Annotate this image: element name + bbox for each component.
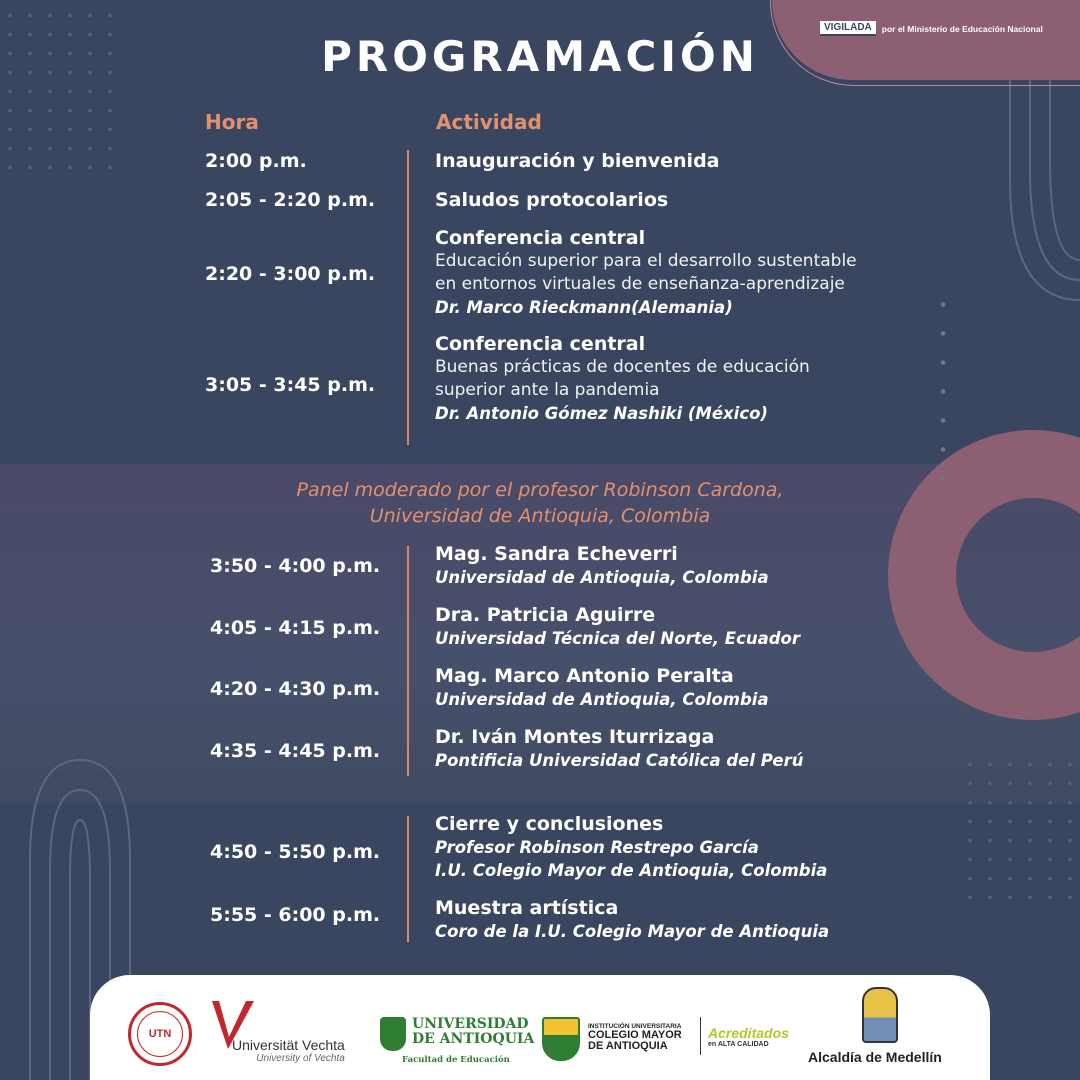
activity-title: Saludos protocolarios — [435, 189, 669, 211]
activity-title: Muestra artística — [435, 897, 619, 919]
acreditados-line1: Acreditados — [708, 1025, 789, 1041]
activity-title: Inauguración y bienvenida — [435, 150, 720, 172]
speaker-institution: Universidad de Antioquia, Colombia — [435, 690, 769, 709]
utn-label: UTN — [148, 1028, 172, 1040]
schedule-activity — [435, 150, 720, 173]
schedule-time: 5:55 - 6:00 p.m. — [210, 904, 381, 926]
schedule-time: 3:50 - 4:00 p.m. — [210, 555, 381, 577]
vigilada-text: por el Ministerio de Educación Nacional — [881, 23, 1043, 34]
schedule-activity — [435, 897, 829, 943]
acreditados-line2: en ALTA CALIDAD — [708, 1041, 769, 1048]
speaker-institution: Universidad de Antioquia, Colombia — [435, 568, 769, 587]
activity-speaker: Coro de la I.U. Colegio Mayor de Antioquia — [435, 922, 830, 941]
cma-line3: DE ANTIOQUIA — [588, 1040, 668, 1052]
schedule-activity — [435, 227, 857, 319]
speaker-name: Mag. Marco Antonio Peralta — [435, 665, 734, 687]
panel-title-line: Universidad de Antioquia, Colombia — [369, 505, 711, 527]
medellin-crest-icon — [862, 987, 898, 1043]
colegio-mayor-logo — [588, 1023, 682, 1052]
speaker-name: Dr. Iván Montes Iturrizaga — [435, 726, 715, 748]
divider-line — [407, 816, 409, 942]
utn-seal-icon — [128, 1002, 192, 1066]
schedule-activity — [435, 333, 810, 425]
logos-bar — [90, 975, 990, 1080]
acreditados-logo — [708, 1025, 789, 1048]
activity-title: Cierre y conclusiones — [435, 813, 664, 835]
activity-description: Educación superior para el desarrollo sustentable — [435, 251, 857, 271]
speaker-institution: Universidad Técnica del Norte, Ecuador — [435, 629, 801, 648]
schedule-time: 2:00 p.m. — [205, 150, 307, 172]
activity-speaker: Dr. Marco Rieckmann(Alemania) — [435, 298, 733, 317]
schedule-time: 3:05 - 3:45 p.m. — [205, 374, 376, 396]
divider-line — [407, 150, 409, 445]
udea-crest-icon — [380, 1017, 406, 1051]
panel-speaker — [435, 604, 800, 650]
speaker-name: Mag. Sandra Echeverri — [435, 543, 678, 565]
page-title: PROGRAMACIÓN — [321, 32, 759, 81]
schedule-activity — [435, 189, 668, 212]
panel-speaker — [435, 726, 803, 772]
schedule-time: 2:05 - 2:20 p.m. — [205, 189, 376, 211]
udea-subtitle: Facultad de Educación — [402, 1055, 510, 1065]
activity-title: Conferencia central — [435, 333, 646, 355]
udea-line2: DE ANTIOQUIA — [412, 1031, 535, 1047]
column-header-activity: Actividad — [436, 110, 542, 134]
activity-speaker: Dr. Antonio Gómez Nashiki (México) — [435, 404, 768, 423]
cma-line2: COLEGIO MAYOR — [588, 1029, 682, 1041]
medellin-label: Alcaldía de Medellín — [808, 1049, 942, 1065]
panel-speaker — [435, 543, 769, 589]
vechta-logo — [232, 1037, 345, 1064]
udea-line1: UNIVERSIDAD — [412, 1016, 529, 1032]
speaker-institution: Pontificia Universidad Católica del Perú — [435, 751, 804, 770]
schedule-time: 4:50 - 5:50 p.m. — [210, 841, 381, 863]
schedule-time: 4:35 - 4:45 p.m. — [210, 740, 381, 762]
vigilada-tag: VIGILADA — [820, 21, 876, 36]
activity-description: superior ante la pandemia — [435, 380, 660, 400]
colegio-mayor-shield-icon — [542, 1017, 580, 1061]
schedule-time: 4:20 - 4:30 p.m. — [210, 678, 381, 700]
schedule-time: 4:05 - 4:15 p.m. — [210, 617, 381, 639]
divider-line — [407, 546, 409, 776]
decorative-dots — [928, 290, 968, 480]
activity-description: Buenas prácticas de docentes de educación — [435, 357, 810, 377]
column-header-time: Hora — [205, 110, 259, 134]
panel-title — [0, 477, 1080, 529]
speaker-name: Dra. Patricia Aguirre — [435, 604, 656, 626]
vechta-subtitle: University of Vechta — [256, 1053, 345, 1064]
activity-speaker: Profesor Robinson Restrepo García — [435, 838, 759, 857]
udea-logo — [412, 1017, 534, 1047]
cma-line1: INSTITUCIÓN UNIVERSITARIA — [588, 1023, 682, 1030]
logo-divider — [700, 1017, 701, 1055]
vechta-name: Universität Vechta — [232, 1037, 345, 1053]
schedule-activity — [435, 813, 827, 882]
activity-description: en entornos virtuales de enseñanza-aprendizaje — [435, 274, 845, 294]
activity-speaker: I.U. Colegio Mayor de Antioquia, Colombia — [435, 861, 828, 880]
schedule-time: 2:20 - 3:00 p.m. — [205, 263, 376, 285]
activity-title: Conferencia central — [435, 227, 646, 249]
panel-speaker — [435, 665, 769, 711]
panel-title-line: Panel moderado por el profesor Robinson Cardona, — [296, 479, 784, 501]
